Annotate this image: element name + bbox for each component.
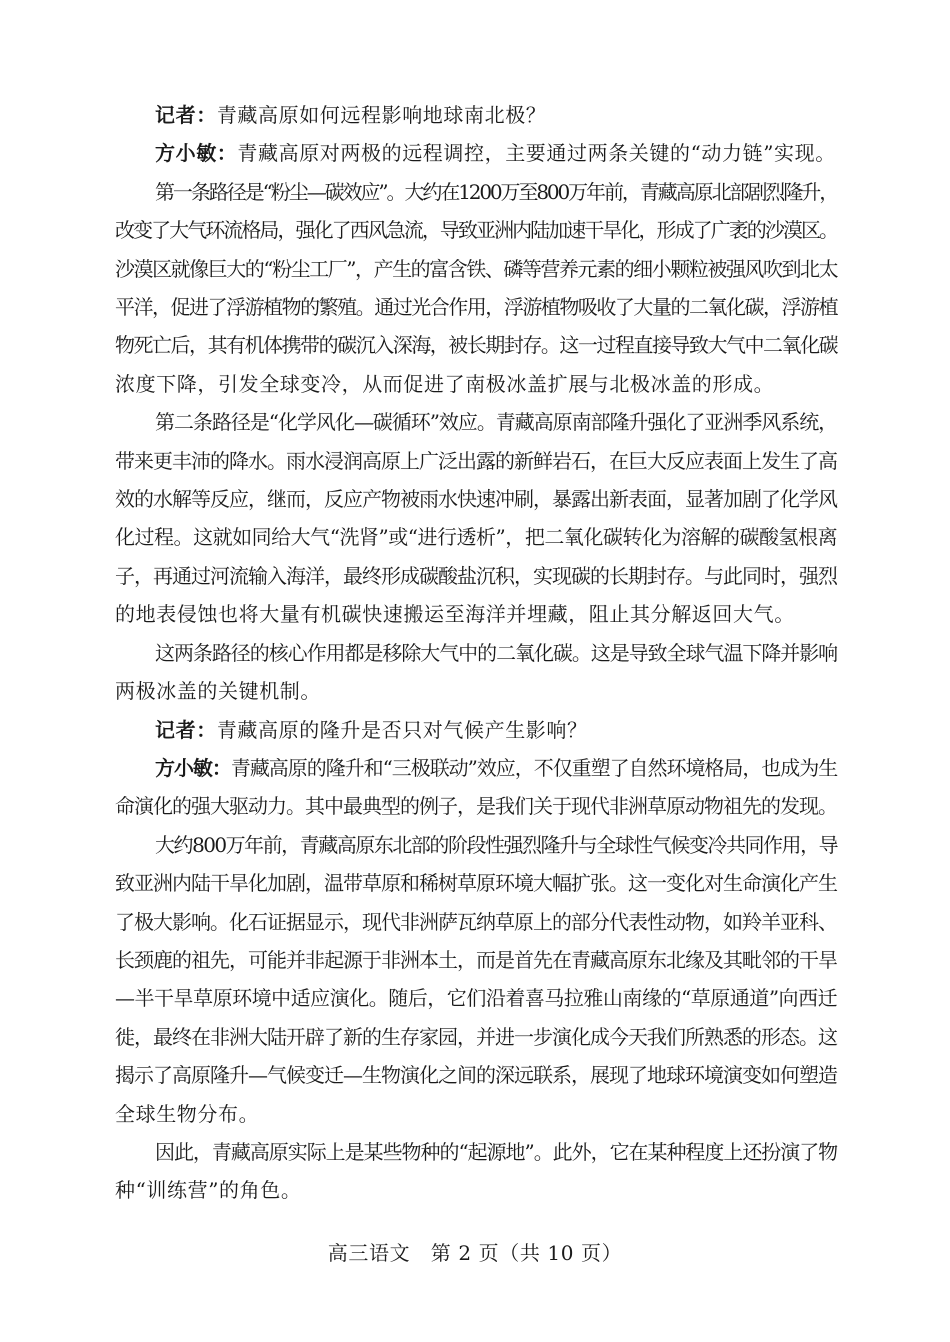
text-line: 两极冰盖的关键机制。 (115, 679, 321, 704)
text-line: 的地表侵蚀也将大量有机碳快速搬运至海洋并埋藏，阻止其分解返回大气。 (115, 602, 795, 627)
text-line: 沙漠区就像巨大的“粉尘工厂”，产生的富含铁、磷等营养元素的细小颗粒被强风吹到北太 (115, 256, 837, 281)
text-line: 徙，最终在非洲大陆开辟了新的生存家园，并进一步演化成今天我们所熟悉的形态。这 (115, 1024, 837, 1049)
text-line: 记者：青藏高原的隆升是否只对气候产生影响？ (155, 717, 588, 742)
text-line: 第一条路径是“粉尘—碳效应”。大约在1200万至800万年前，青藏高原北部剧烈隆升， (155, 179, 837, 204)
text-line: 致亚洲内陆干旱化加剧，温带草原和稀树草原环境大幅扩张。这一变化对生命演化产生 (115, 871, 837, 896)
text-line: 长颈鹿的祖先，可能并非起源于非洲本土，而是首先在青藏高原东北缘及其毗邻的干旱 (115, 947, 837, 972)
text-line: 因此，青藏高原实际上是某些物种的“起源地”。此外，它在某种程度上还扮演了物 (155, 1139, 837, 1164)
text-line: 大约800万年前，青藏高原东北部的阶段性强烈隆升与全球性气候变冷共同作用，导 (155, 832, 837, 857)
text-line: —半干旱草原环境中适应演化。随后，它们沿着喜马拉雅山南缘的“草原通道”向西迁 (115, 986, 837, 1011)
text-line: 记者：青藏高原如何远程影响地球南北极？ (155, 103, 547, 127)
text-line: 浓度下降，引发全球变冷，从而促进了南极冰盖扩展与北极冰盖的形成。 (115, 371, 775, 396)
speaker-label: 方小敏： (155, 755, 231, 780)
speaker-label: 方小敏： (155, 141, 238, 166)
text-line: 全球生物分布。 (115, 1101, 260, 1126)
text-line: 方小敏：青藏高原对两极的远程调控，主要通过两条关键的“动力链”实现。 (155, 141, 836, 166)
text-line: 这两条路径的核心作用都是移除大气中的二氧化碳。这是导致全球气温下降并影响 (155, 640, 837, 665)
text-line: 效的水解等反应，继而，反应产物被雨水快速冲刷，暴露出新表面，显著加剧了化学风 (115, 487, 837, 512)
page-footer: 高三语文 第 2 页（共 10 页） (327, 1241, 623, 1265)
text-line: 了极大影响。化石证据显示，现代非洲萨瓦纳草原上的部分代表性动物，如羚羊亚科、 (115, 909, 837, 934)
text-line: 第二条路径是“化学风化—碳循环”效应。青藏高原南部隆升强化了亚洲季风系统， (155, 410, 837, 435)
text-line: 平洋，促进了浮游植物的繁殖。通过光合作用，浮游植物吸收了大量的二氧化碳，浮游植 (115, 295, 837, 320)
page-body (115, 96, 837, 1210)
speaker-label: 记者： (155, 103, 217, 127)
text-line: 化过程。这就如同给大气“洗肾”或“进行透析”，把二氧化碳转化为溶解的碳酸氢根离 (115, 525, 837, 550)
text-line: 方小敏：青藏高原的隆升和“三极联动”效应，不仅重塑了自然环境格局，也成为生 (155, 755, 838, 780)
text-line: 命演化的强大驱动力。其中最典型的例子，是我们关于现代非洲草原动物祖先的发现。 (115, 794, 837, 819)
text-line: 物死亡后，其有机体携带的碳沉入深海，被长期封存。这一过程直接导致大气中二氧化碳 (115, 333, 837, 358)
text-line: 带来更丰沛的降水。雨水浸润高原上广泛出露的新鲜岩石，在巨大反应表面上发生了高 (115, 448, 837, 473)
text-line: 改变了大气环流格局，强化了西风急流，导致亚洲内陆加速干旱化，形成了广袤的沙漠区。 (115, 218, 837, 243)
speaker-label: 记者： (155, 717, 217, 742)
text-line: 子，再通过河流输入海洋，最终形成碳酸盐沉积，实现碳的长期封存。与此同时，强烈 (115, 563, 837, 588)
text-line: 揭示了高原隆升—气候变迁—生物演化之间的深远联系，展现了地球环境演变如何塑造 (115, 1063, 837, 1088)
text-line: 种“训练营”的角色。 (115, 1178, 302, 1203)
